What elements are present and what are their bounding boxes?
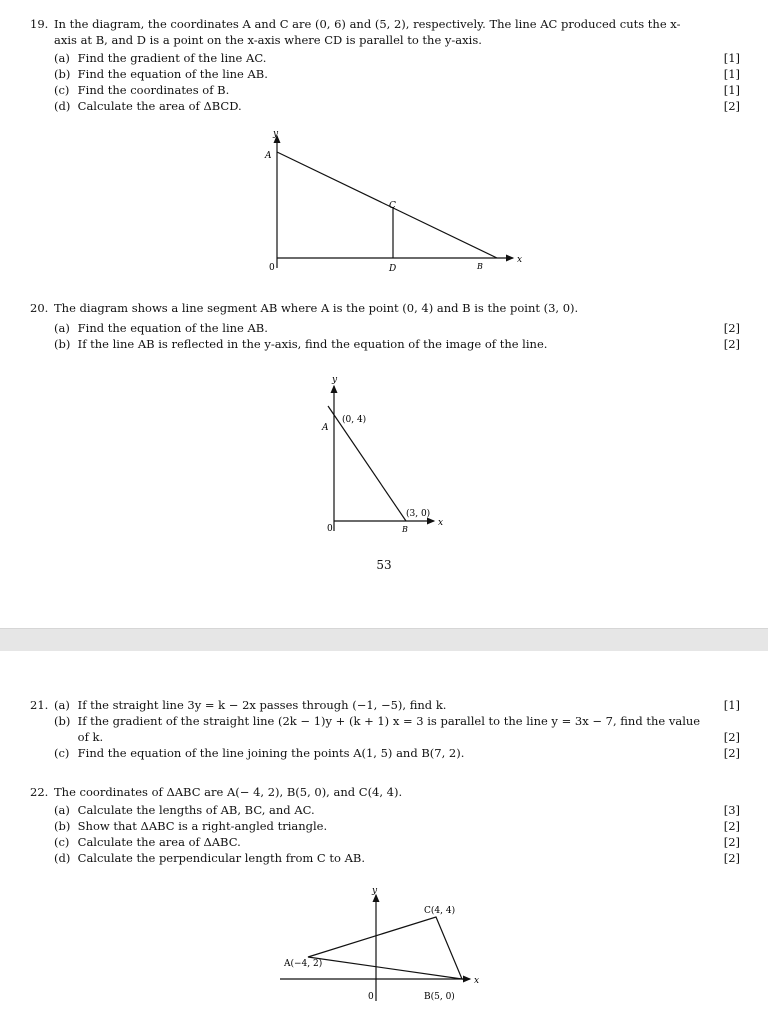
part-text: If the straight line 3y = k − 2x passes through (−1, −5), find k. (77, 698, 447, 712)
part-text: If the gradient of the straight line (2k − 1)y + (k + 1) x = 3 is parallel to the line y = 3x − 7, find the value (77, 714, 701, 728)
part-label: (b) (54, 714, 71, 728)
y-axis-label: y (273, 129, 279, 139)
page-number: 53 (376, 558, 392, 572)
part-marks: [2] (723, 337, 740, 351)
question-part (30, 834, 740, 850)
point-a-label: A(−4, 2) (284, 959, 323, 969)
part-text: If the line AB is reflected in the y-axis, find the equation of the image of the line. (77, 337, 548, 351)
page-bottom (0, 651, 768, 1024)
question-stem: The coordinates of ΔABC are A(− 4, 2), B(5, 0), and C(4, 4). (54, 785, 403, 799)
part-text: Calculate the area of ΔABC. (77, 835, 241, 849)
origin-label: 0 (368, 992, 374, 1002)
y-axis-label: y (372, 886, 378, 896)
x-axis-label: x (438, 518, 444, 528)
line-ac (277, 152, 497, 258)
point-b-label: B (402, 525, 408, 534)
question-part (30, 82, 740, 98)
figure-22 (270, 885, 500, 1005)
part-label: (a) (54, 698, 70, 712)
question-part (30, 336, 740, 352)
part-text: Show that ΔABC is a right-angled triangle. (77, 819, 328, 833)
part-text: Find the coordinates of B. (77, 83, 230, 97)
part-label: (a) (54, 803, 70, 817)
figure-19 (255, 128, 535, 278)
line-ab (328, 406, 406, 521)
x-axis-label: x (517, 255, 523, 265)
part-marks: [2] (723, 819, 740, 833)
point-a-label: A (322, 423, 329, 433)
figure-20 (314, 366, 454, 538)
part-label: (b) (54, 337, 71, 351)
part-text: Calculate the perpendicular length from C to AB. (77, 851, 365, 865)
question-part (30, 729, 740, 745)
question-part (30, 320, 740, 336)
part-label: (b) (54, 67, 71, 81)
part-marks: [2] (723, 835, 740, 849)
part-marks: [3] (723, 803, 740, 817)
part-label: (d) (54, 99, 71, 113)
question-number: 22. (30, 785, 49, 799)
question-part (30, 50, 740, 66)
question-22 (30, 784, 740, 866)
question-part (30, 713, 740, 729)
part-text: Find the equation of the line AB. (77, 67, 268, 81)
question-part (30, 850, 740, 866)
question-part (30, 697, 740, 713)
figure-19-svg (255, 128, 535, 278)
question-number: 20. (30, 301, 49, 315)
part-label: (c) (54, 746, 70, 760)
part-label: (a) (54, 321, 70, 335)
part-label: (d) (54, 851, 71, 865)
part-text: Calculate the lengths of AB, BC, and AC. (77, 803, 315, 817)
question-19 (30, 16, 740, 114)
question-part (30, 802, 740, 818)
question-number: 19. (30, 17, 49, 31)
part-marks: [2] (723, 321, 740, 335)
figure-22-svg (270, 885, 500, 1005)
point-d-label: D (389, 264, 397, 274)
question-number: 21. (30, 698, 49, 712)
part-text: Calculate the area of ΔBCD. (77, 99, 242, 113)
part-text-cont: of k. (77, 730, 104, 744)
y-axis-label: y (332, 375, 338, 385)
part-label: (a) (54, 51, 70, 65)
part-marks: [2] (723, 730, 740, 744)
point-c-label: C(4, 4) (424, 906, 456, 916)
question-stem: In the diagram, the coordinates A and C are (0, 6) and (5, 2), respectively. The line AC produced cuts the x- (54, 17, 681, 31)
point-a-coordinates: (0, 4) (342, 415, 367, 425)
page-separator (0, 628, 768, 652)
point-a-label: A (265, 151, 272, 161)
question-part (30, 98, 740, 114)
x-axis-label: x (474, 976, 480, 986)
figure-20-svg (314, 366, 454, 538)
part-label: (c) (54, 83, 70, 97)
question-20 (30, 300, 740, 352)
question-part (30, 66, 740, 82)
part-marks: [1] (723, 51, 740, 65)
point-b-label: B (477, 262, 483, 271)
part-marks: [1] (723, 83, 740, 97)
point-b-label: B(5, 0) (424, 992, 455, 1002)
part-marks: [1] (723, 698, 740, 712)
triangle-abc (308, 917, 462, 979)
question-stem-cont: axis at B, and D is a point on the x-axis where CD is parallel to the y-axis. (54, 33, 482, 47)
part-label: (b) (54, 819, 71, 833)
question-part (30, 745, 740, 761)
question-part (30, 818, 740, 834)
question-21 (30, 697, 740, 761)
point-b-coordinates: (3, 0) (406, 509, 431, 519)
part-marks: [2] (723, 99, 740, 113)
part-label: (c) (54, 835, 70, 849)
point-c-label: C (389, 201, 396, 211)
origin-label: 0 (269, 263, 275, 273)
part-marks: [1] (723, 67, 740, 81)
part-text: Find the gradient of the line AC. (77, 51, 267, 65)
part-text: Find the equation of the line AB. (77, 321, 268, 335)
part-text: Find the equation of the line joining the points A(1, 5) and B(7, 2). (77, 746, 465, 760)
question-stem: The diagram shows a line segment AB where A is the point (0, 4) and B is the point (3, 0). (54, 301, 579, 315)
part-marks: [2] (723, 746, 740, 760)
part-marks: [2] (723, 851, 740, 865)
origin-label: 0 (327, 524, 333, 534)
